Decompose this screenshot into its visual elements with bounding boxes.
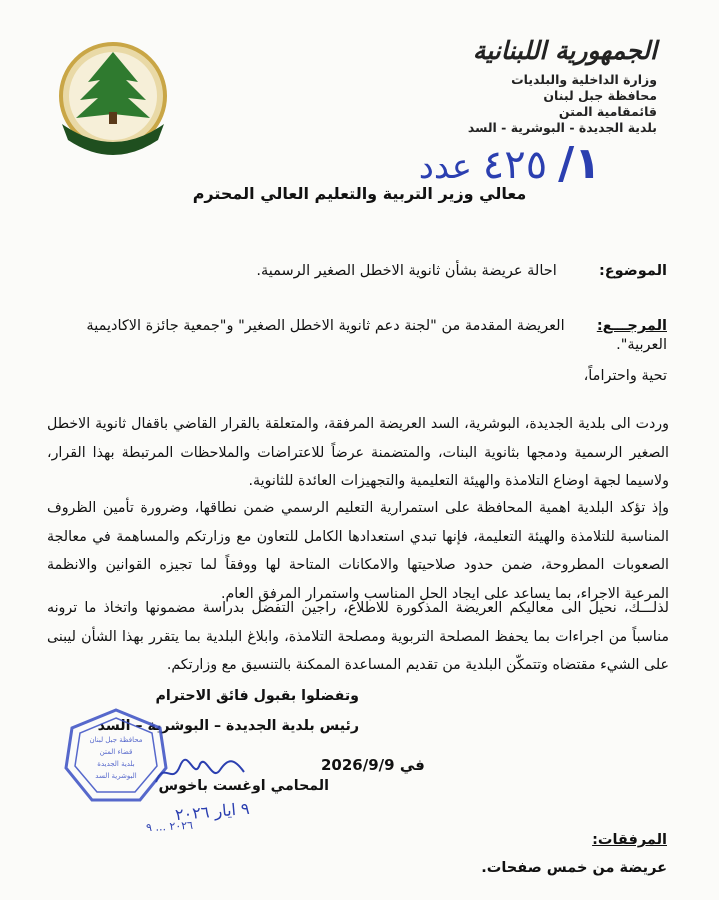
body-paragraph-2: وإذ تؤكد البلدية اهمية المحافظة على استمرارية التعليم الرسمي ضمن نطاقها، وضرورة تأمين الظروف المناسبة للتلامذة والهيئة التعليمة، فإنها تبدي استعدادها الكامل للتعاون مع وزارتكم والمساهمة في معالجة الصعوبات المطروحة، ضمن حدود صلاحيتها والامكانات المتاحة لها ووفقاً لما تجيزه القوانين والانظمة المرعية الاجراء، بما يساعد على ايجاد الحل المناسب واستمرار المرفق العام. bbox=[47, 500, 669, 602]
attachments-text: عريضة من خمس صفحات. bbox=[481, 860, 667, 876]
subject-label: الموضوع: bbox=[598, 263, 667, 279]
body-paragraph-1: وردت الى بلدية الجديدة، البوشرية، السد العريضة المرفقة، والمتعلقة بالقرار القاضي باقفال ثانوية الاخطل الصغير الرسمية ودمجها بثانوية البنات، والمتضمنة عرضاً للاعتراضات والملاحظات المرتبطة بهذا القرار، ولاسيما لجهة اوضاع التلامذة والهيئة التعليمية والتجهيزات العائدة للثانوية. bbox=[47, 416, 669, 489]
reference-value: ٤٢٥ bbox=[482, 142, 548, 188]
reference-line bbox=[47, 315, 667, 353]
body-paragraph-3: لذلـــك، نحيل الى معاليكم العريضة المذكورة للاطلاع، راجين التفضل بدراسة مضمونها واتخاذ ما ترونه مناسباً من اجراءات بما يحفظ المصلحة التربوية ومصلحة التلامذة، وابلاغ البلدية بما يتقرر بهذا الشأن ليبنى على الشيء مقتضاه وتتمكّن البلدية من تقديم المساعدة الممكنة بالتنسيق مع وزارتكم. bbox=[47, 600, 669, 673]
attachments-label: المرفقات: bbox=[592, 832, 667, 848]
signatory-name: المحامي اوغست باخوس bbox=[158, 778, 329, 794]
subject-line bbox=[47, 260, 667, 279]
stamp-line-5: البوشرية السد bbox=[95, 772, 137, 780]
signature bbox=[150, 752, 250, 792]
letterhead-republic: الجمهورية اللبنانية bbox=[472, 36, 657, 65]
date-value: 2026/9/9 bbox=[321, 756, 395, 774]
reference-label: عدد bbox=[418, 147, 472, 187]
recipient: معالي وزير التربية والتعليم العالي المحترم bbox=[192, 184, 527, 203]
reference-suffix: ١/ bbox=[558, 138, 601, 189]
handwritten-note: ٢٠٢٦ ... ٩ bbox=[145, 818, 194, 835]
letterhead-district: قائمقامية المتن bbox=[558, 104, 657, 119]
letterhead-governorate: محافظة جبل لبنان bbox=[543, 88, 657, 103]
greeting: تحية واحتراماً، bbox=[583, 368, 667, 384]
handwritten-reference-number bbox=[419, 138, 601, 189]
signatory-title: رئيس بلدية الجديدة – البوشرية – السد bbox=[97, 718, 359, 734]
reference-line-label: المرجـــع: bbox=[596, 318, 667, 334]
stamp-line-3: قضاء المتن bbox=[99, 748, 133, 756]
letter-date bbox=[321, 756, 425, 774]
letterhead-ministry: وزارة الداخلية والبلديات bbox=[511, 72, 657, 87]
date-prefix: في bbox=[399, 756, 425, 774]
reference-line-text: العريضة المقدمة من "لجنة دعم ثانوية الاخطل الصغير" و"جمعية جائزة الاكاديمية العربية". bbox=[86, 318, 667, 353]
handwritten-date: ٩ ايار ٢٠٢٦ bbox=[174, 798, 251, 825]
subject-text: احالة عريضة بشأن ثانوية الاخطل الصغير الرسمية. bbox=[256, 263, 557, 279]
municipality-logo bbox=[58, 38, 168, 158]
stamp-line-4: بلدية الجديدة bbox=[97, 760, 135, 768]
closing-regards: وتفضلوا بقبول فائق الاحترام bbox=[155, 688, 359, 704]
stamp-line-2: محافظة جبل لبنان bbox=[89, 736, 143, 744]
letterhead-municipality: بلدية الجديدة - البوشرية - السد bbox=[467, 120, 657, 135]
